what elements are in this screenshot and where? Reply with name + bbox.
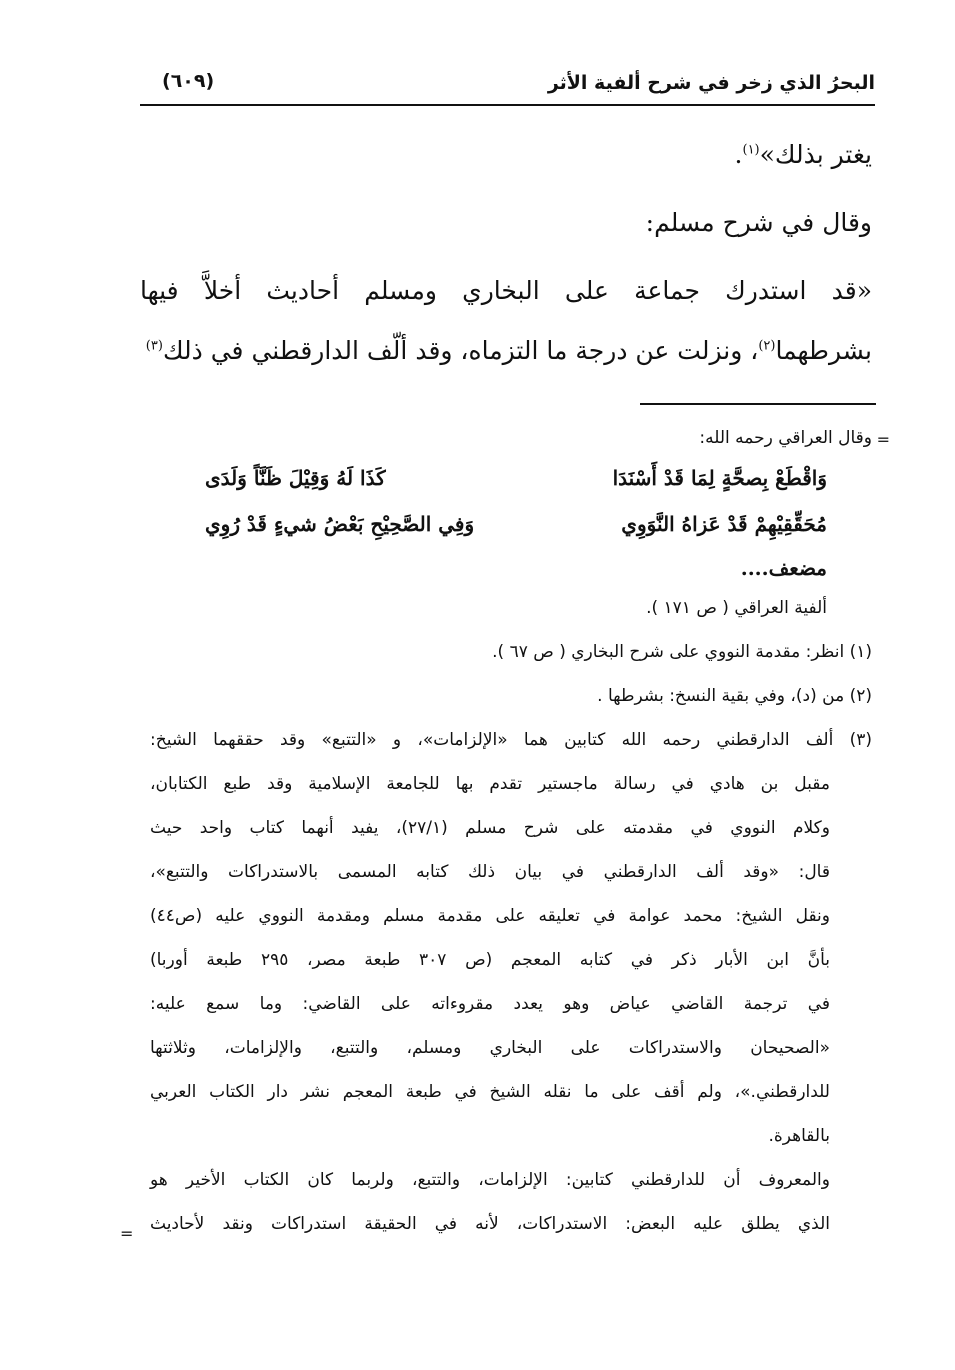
footnote-ref-2: (٢) (758, 338, 776, 354)
footnote-3-line: ونقل الشيخ: محمد عوامة في تعليقه على مقدمة مسلم ومقدمة النووي عليه (ص٤٤) (150, 906, 830, 926)
footnote-ref-3: (٣) (145, 338, 163, 354)
footnote-3-line: بأنَّ ابن الأبار ذكر في كتابه المعجم (ص ٣٠٧ طبعة مصر، ٢٩٥ طبعة أوربا) (150, 950, 830, 970)
running-header (140, 66, 875, 106)
footnote-3-line: في ترجمة القاضي عياض وهو يعدد مقروءاته على القاضي: وما سمع عليه: (150, 994, 830, 1014)
header-rule (140, 104, 875, 106)
footnote-3-line: وكلام النووي في مقدمته على شرح مسلم (٢٧/١)، يفيد أنهما كتاب واحد حيث (150, 818, 830, 838)
poem-verse-2-left: وَفِي الصَّحِيْحِ بَعْضُ شيءٍ قَدْ رُوِي (205, 512, 475, 536)
body-text: بشرطهما (775, 336, 872, 365)
footnote-ref-1: (١) (742, 142, 760, 158)
footnote-1: (١) انظر: مقدمة النووي على شرح البخاري ( ص ٦٧ ). (492, 642, 872, 662)
footnote-2: (٢) من (د)، وفي بقية النسخ: بشرطها . (597, 686, 872, 706)
footnote-3-line: للدارقطني.»، ولم أقف على ما نقله الشيخ في طبعة المعجم نشر دار الكتاب العربي (150, 1082, 830, 1102)
footnote-continuation-intro: وقال العراقي رحمه الله: (699, 428, 872, 448)
body-line-1 (735, 140, 872, 169)
footnote-3-line: مقبل بن هادي في رسالة ماجستير تقدم بها للجامعة الإسلامية وقد طبع الكتابان، (150, 774, 830, 794)
body-text: يغتر بذلك» (759, 140, 872, 169)
body-line-2: وقال في شرح مسلم: (645, 208, 872, 237)
footnote-3-line: قال: «وقد ألف الدارقطني في بيان ذلك كتابه المسمى بالاستدراكات والتتبع»، (150, 862, 830, 882)
poem-verse-1-right: وَاقْطَعْ بِصحَّةٍ لِمَا قَدْ أَسْنَدَا (612, 466, 827, 490)
footnote-3-line: (٣) ألف الدارقطني رحمه الله كتابين هما «الإلزامات»، و «التتبع» وقد حققهما الشيخ: (150, 730, 872, 750)
page-number: (٦٠٩) (162, 70, 215, 92)
footnote-3-line: «الصحيحان والاستدراكات على البخاري ومسلم، والتتبع، والإلزامات، وثلاثتها (150, 1038, 830, 1058)
poem-verse-1-left: كَذَا لَهُ وَقِيْلَ ظَنَّاً وَلَدَى (205, 466, 386, 490)
footnote-separator (640, 403, 876, 405)
body-text: . (734, 140, 743, 169)
body-line-4 (140, 336, 872, 365)
poem-verse-2-right: مُحَقِّقِيْهِمْ قَدْ عَزاهُ النَّوَوِي (621, 512, 827, 536)
footnote-3-paragraph-line: والمعروف أن للدارقطني كتابين: الإلزامات، والتتبع، ولربما كان الكتاب الأخير هو (150, 1170, 830, 1190)
footnote-source: ألفية العراقي ( ص ١٧١ ). (646, 598, 827, 618)
continuation-marker-end: = (120, 1224, 134, 1243)
poem-verse-3: مضعف.... (740, 556, 827, 580)
continuation-marker: = (876, 430, 890, 449)
body-text: ، ونزلت عن درجة ما التزماه، وقد ألّف الدارقطني في ذلك (162, 336, 759, 365)
footnote-3-line: بالقاهرة. (768, 1126, 830, 1146)
book-title: البحرُ الذي زخر في شرح ألفية الأثر (547, 72, 875, 94)
footnote-3-paragraph-line: الذي يطلق عليه البعض: الاستدراكات، لأنه في الحقيقة استدراكات ونقد لأحاديث (150, 1214, 830, 1234)
body-line-3: «قد استدرك جماعة على البخاري ومسلم أحاديث أخلاَّ فيها (140, 276, 872, 305)
